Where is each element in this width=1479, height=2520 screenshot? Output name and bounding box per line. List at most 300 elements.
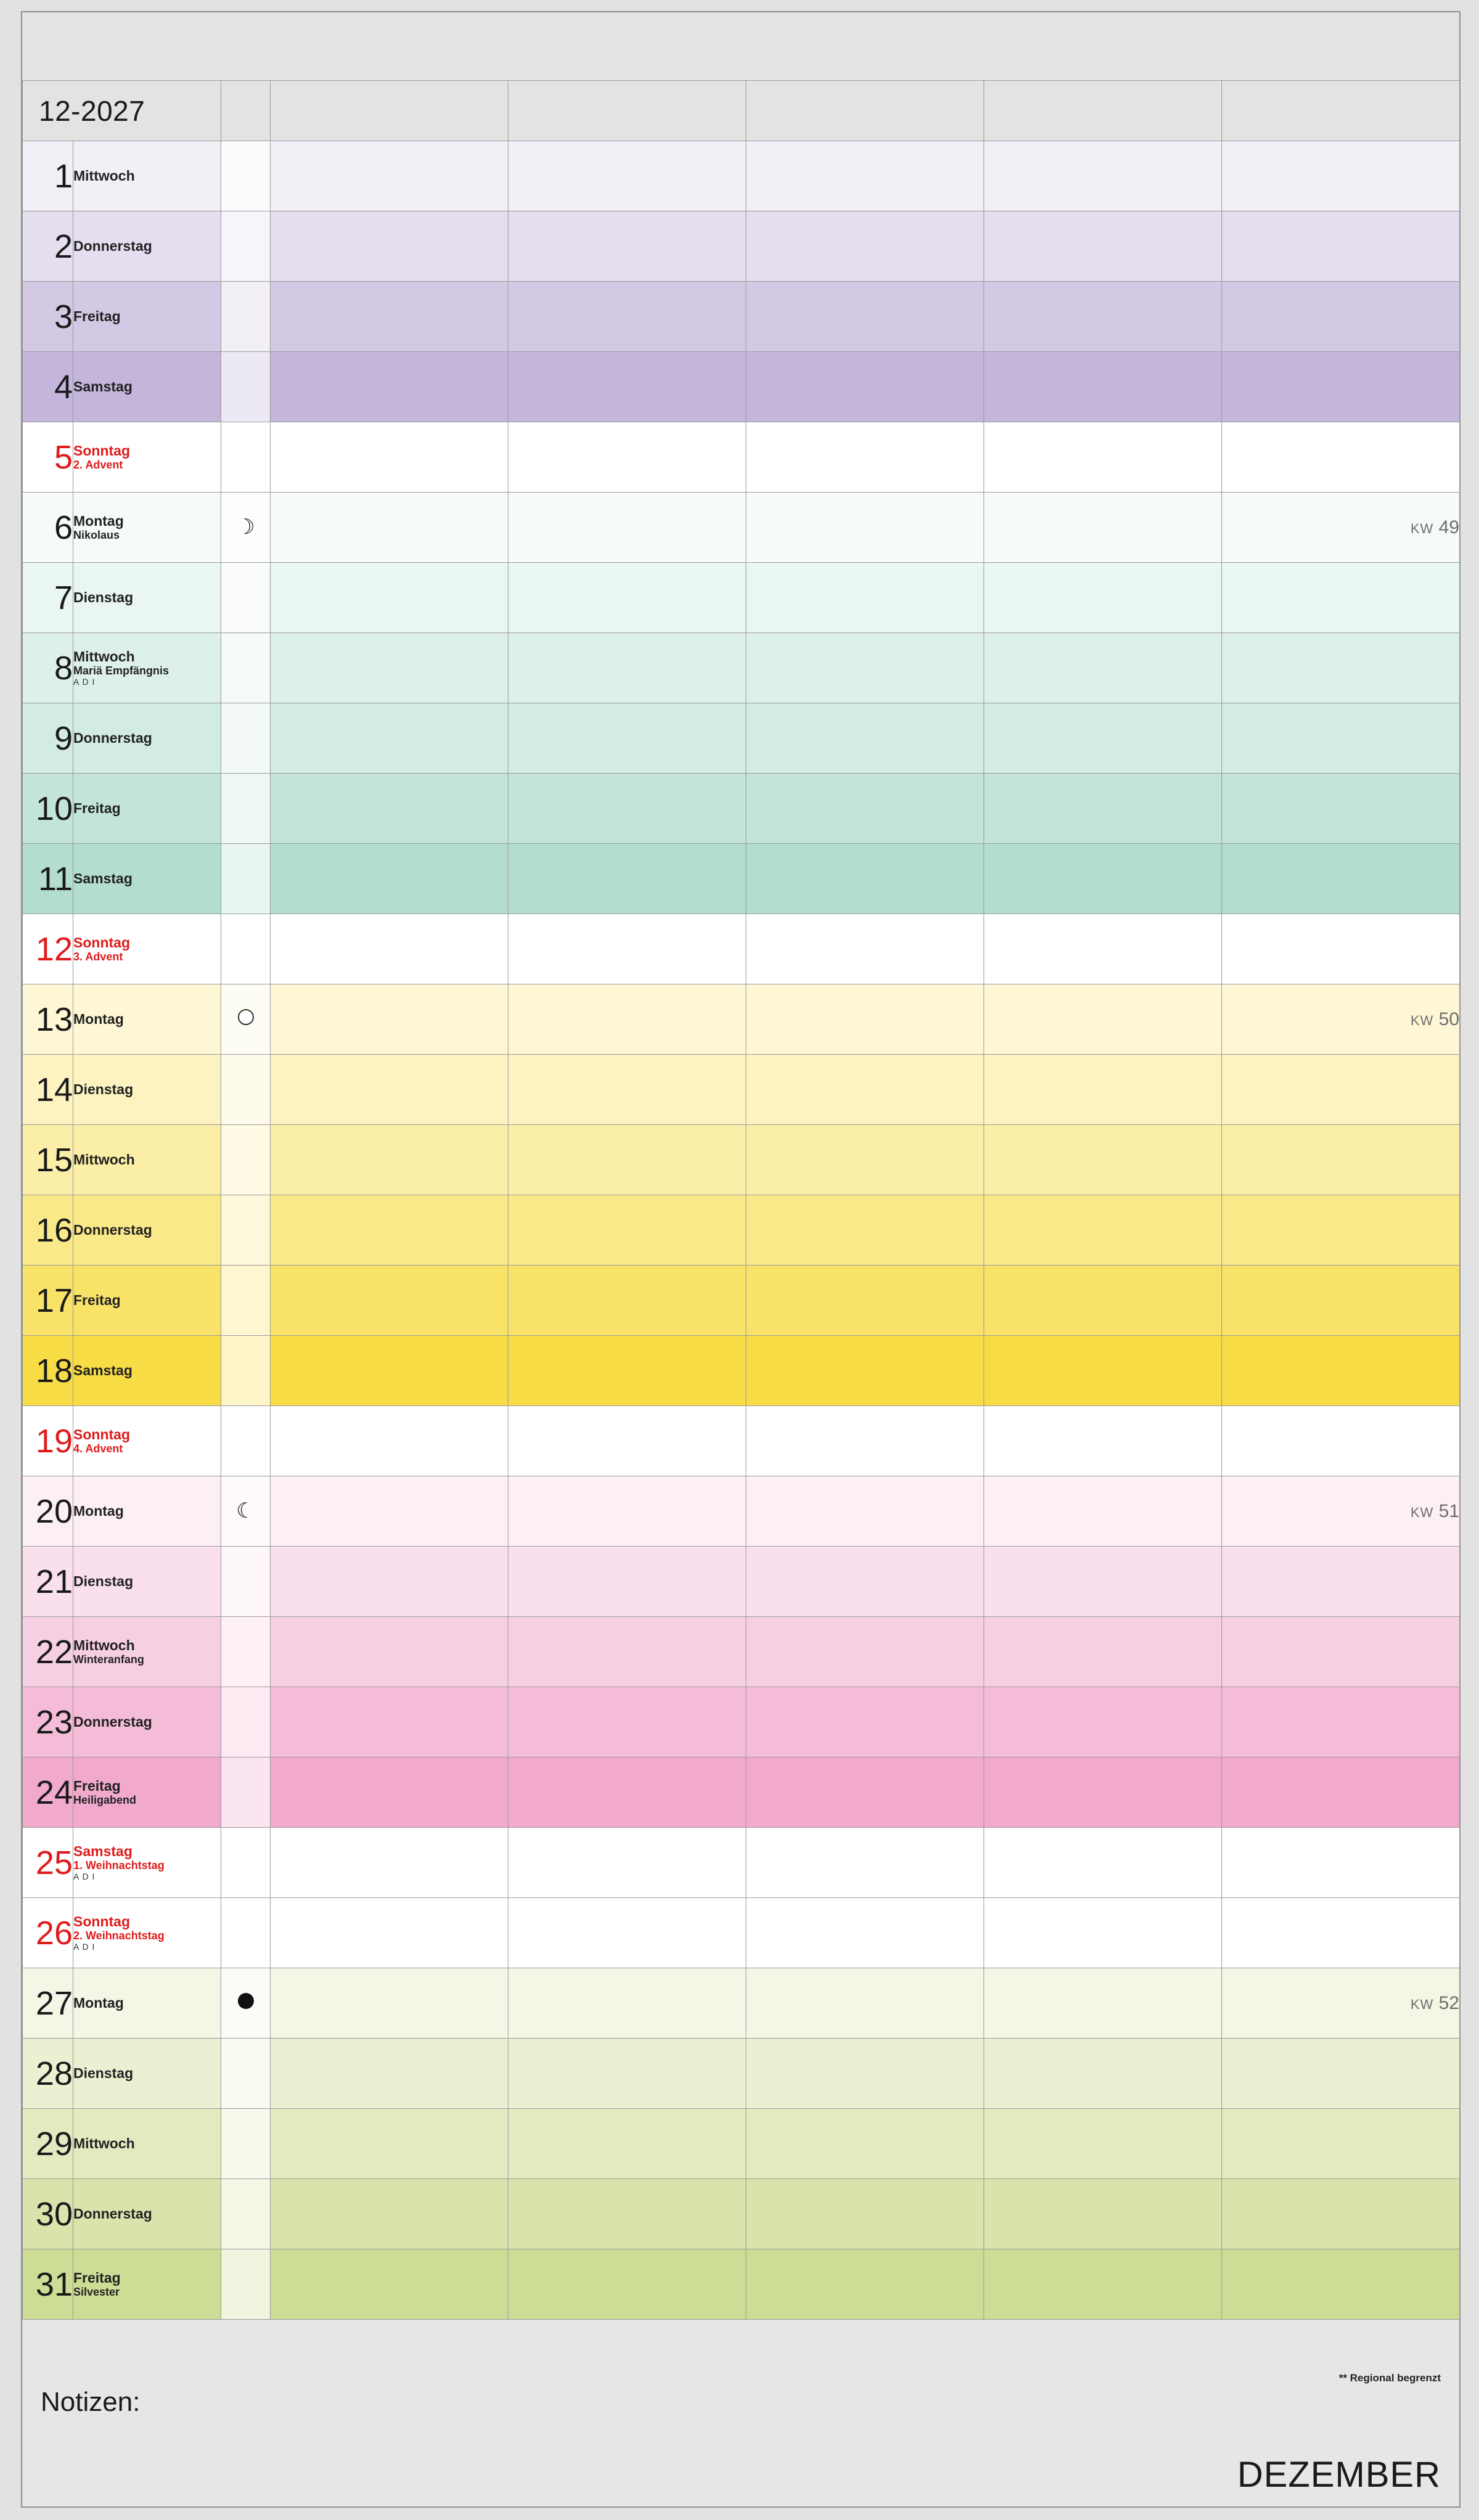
entry-cell[interactable] (1222, 1757, 1460, 1828)
entry-cell[interactable] (508, 211, 746, 282)
day-row (23, 1266, 1460, 1336)
day-row (23, 2249, 1460, 2320)
day-name: Samstag (73, 1362, 132, 1378)
moon-cell (221, 282, 271, 352)
entry-cell[interactable] (1222, 1687, 1460, 1757)
entry-cell[interactable] (271, 1757, 508, 1828)
entry-cell[interactable] (1222, 1406, 1460, 1476)
moon-cell (221, 1406, 271, 1476)
entry-cell[interactable] (1222, 352, 1460, 422)
entry-cell[interactable] (508, 563, 746, 633)
day-number: 14 (23, 1055, 73, 1125)
day-row (23, 633, 1460, 703)
moon-cell (221, 2249, 271, 2320)
entry-cell[interactable] (271, 1336, 508, 1406)
entry-cell[interactable] (508, 1476, 746, 1547)
entry-cell[interactable] (1222, 422, 1460, 493)
entry-cell[interactable] (1222, 493, 1460, 563)
entry-cell[interactable] (984, 633, 1222, 703)
entry-cell[interactable] (1222, 1266, 1460, 1336)
moon-cell (221, 141, 271, 211)
entry-cell[interactable] (746, 1195, 984, 1266)
day-number: 7 (23, 563, 73, 633)
entry-cell[interactable] (1222, 211, 1460, 282)
entry-cell[interactable] (984, 1336, 1222, 1406)
header-col-3[interactable] (746, 81, 984, 141)
day-note: 2. Weihnachtstag (73, 1929, 165, 1942)
entry-cell[interactable] (746, 2249, 984, 2320)
moon-cell (221, 1757, 271, 1828)
moon-cell (221, 1336, 271, 1406)
day-name: Donnerstag (73, 1713, 152, 1730)
day-number: 22 (23, 1617, 73, 1687)
entry-cell[interactable] (746, 1547, 984, 1617)
day-number: 17 (23, 1266, 73, 1336)
moon-cell (221, 703, 271, 774)
entry-cell[interactable] (984, 2039, 1222, 2109)
entry-cell[interactable] (508, 1547, 746, 1617)
entry-cell[interactable] (271, 1266, 508, 1336)
moon-phase-icon (221, 1968, 271, 2039)
day-number: 20 (23, 1476, 73, 1547)
entry-cell[interactable] (984, 984, 1222, 1055)
day-number: 3 (23, 282, 73, 352)
entry-cell[interactable] (984, 1898, 1222, 1968)
day-row (23, 1125, 1460, 1195)
entry-cell[interactable] (984, 1828, 1222, 1898)
entry-cell[interactable] (746, 1968, 984, 2039)
entry-cell[interactable] (746, 1055, 984, 1125)
entry-cell[interactable] (271, 422, 508, 493)
entry-cell[interactable] (271, 1687, 508, 1757)
day-row (23, 1617, 1460, 1687)
entry-cell[interactable] (1222, 1968, 1460, 2039)
day-number: 1 (23, 141, 73, 211)
entry-cell[interactable] (746, 493, 984, 563)
moon-cell (221, 422, 271, 493)
day-name-cell (73, 282, 221, 352)
entry-cell[interactable] (1222, 2109, 1460, 2179)
moon-cell (221, 1617, 271, 1687)
day-name: Dienstag (73, 589, 134, 605)
header-col-4[interactable] (984, 81, 1222, 141)
entry-cell[interactable] (1222, 1476, 1460, 1547)
day-name-cell (73, 1476, 221, 1547)
day-name-cell (73, 422, 221, 493)
entry-cell[interactable] (271, 1195, 508, 1266)
entry-cell[interactable] (1222, 2179, 1460, 2249)
entry-cell[interactable] (1222, 1547, 1460, 1617)
entry-cell[interactable] (746, 2179, 984, 2249)
day-name-cell (73, 844, 221, 914)
entry-cell[interactable] (984, 141, 1222, 211)
day-name: Montag (73, 1502, 124, 1519)
entry-cell[interactable] (508, 2109, 746, 2179)
entry-cell[interactable] (1222, 282, 1460, 352)
day-row (23, 844, 1460, 914)
entry-cell[interactable] (1222, 633, 1460, 703)
entry-cell[interactable] (508, 984, 746, 1055)
entry-cell[interactable] (271, 914, 508, 984)
entry-cell[interactable] (508, 914, 746, 984)
day-region-symbols: A D I (73, 1941, 96, 1952)
header-col-5[interactable] (1222, 81, 1460, 141)
day-name: Sonntag (73, 1913, 130, 1929)
day-row (23, 2179, 1460, 2249)
entry-cell[interactable] (271, 2109, 508, 2179)
day-row (23, 984, 1460, 1055)
entry-cell[interactable] (271, 2039, 508, 2109)
entry-cell[interactable] (508, 1617, 746, 1687)
calendar-sheet (21, 11, 1461, 2508)
day-name-cell (73, 1195, 221, 1266)
entry-cell[interactable] (746, 2039, 984, 2109)
entry-cell[interactable] (508, 2179, 746, 2249)
moon-cell (221, 1055, 271, 1125)
day-name-cell (73, 984, 221, 1055)
week-number-value: 51 (1438, 1500, 1460, 1521)
entry-cell[interactable] (271, 844, 508, 914)
day-number: 27 (23, 1968, 73, 2039)
entry-cell[interactable] (1222, 1055, 1460, 1125)
entry-cell[interactable] (1222, 984, 1460, 1055)
day-name-cell (73, 1336, 221, 1406)
day-name: Mittwoch (73, 167, 135, 184)
entry-cell[interactable] (1222, 1617, 1460, 1687)
entry-cell[interactable] (508, 1125, 746, 1195)
moon-phase-icon (221, 984, 271, 1055)
entry-cell[interactable] (508, 422, 746, 493)
day-name: Mittwoch (73, 1637, 135, 1653)
entry-cell[interactable] (271, 703, 508, 774)
entry-cell[interactable] (271, 1898, 508, 1968)
entry-cell[interactable] (984, 1195, 1222, 1266)
day-name-cell (73, 1757, 221, 1828)
day-name-cell (73, 2109, 221, 2179)
calendar-table (22, 80, 1460, 2320)
moon-cell (221, 1195, 271, 1266)
entry-cell[interactable] (271, 282, 508, 352)
day-name-cell (73, 141, 221, 211)
entry-cell[interactable] (271, 1828, 508, 1898)
day-row (23, 422, 1460, 493)
day-name-cell (73, 211, 221, 282)
entry-cell[interactable] (984, 1406, 1222, 1476)
day-region-symbols: A D I (73, 676, 96, 687)
week-number-label: KW (1410, 1504, 1434, 1520)
entry-cell[interactable] (1222, 1195, 1460, 1266)
entry-cell[interactable] (271, 1055, 508, 1125)
entry-cell[interactable] (1222, 844, 1460, 914)
day-number: 30 (23, 2179, 73, 2249)
day-name: Montag (73, 512, 124, 529)
week-number-value: 52 (1438, 1992, 1460, 2013)
day-note: 2. Advent (73, 459, 123, 472)
entry-cell[interactable] (508, 1968, 746, 2039)
day-note: Nikolaus (73, 529, 120, 542)
entry-cell[interactable] (984, 774, 1222, 844)
entry-cell[interactable] (984, 1476, 1222, 1547)
entry-cell[interactable] (746, 211, 984, 282)
moon-cell (221, 844, 271, 914)
entry-cell[interactable] (508, 1266, 746, 1336)
day-name-cell (73, 1687, 221, 1757)
entry-cell[interactable] (746, 1406, 984, 1476)
day-name-cell (73, 633, 221, 703)
entry-cell[interactable] (984, 422, 1222, 493)
entry-cell[interactable] (746, 1757, 984, 1828)
entry-cell[interactable] (271, 141, 508, 211)
entry-cell[interactable] (746, 984, 984, 1055)
day-name: Freitag (73, 2269, 121, 2286)
entry-cell[interactable] (1222, 1336, 1460, 1406)
entry-cell[interactable] (271, 2179, 508, 2249)
day-number: 29 (23, 2109, 73, 2179)
day-row (23, 352, 1460, 422)
entry-cell[interactable] (271, 633, 508, 703)
entry-cell[interactable] (746, 422, 984, 493)
regional-note: ** Regional begrenzt (1338, 2372, 1441, 2384)
entry-cell[interactable] (508, 1828, 746, 1898)
day-row (23, 563, 1460, 633)
entry-cell[interactable] (984, 563, 1222, 633)
day-name: Freitag (73, 1777, 121, 1794)
entry-cell[interactable] (508, 141, 746, 211)
day-name-cell (73, 352, 221, 422)
entry-cell[interactable] (984, 1757, 1222, 1828)
day-name: Freitag (73, 800, 121, 816)
entry-cell[interactable] (984, 1266, 1222, 1336)
day-name: Donnerstag (73, 1221, 152, 1238)
entry-cell[interactable] (508, 1687, 746, 1757)
day-name-cell (73, 774, 221, 844)
entry-cell[interactable] (271, 211, 508, 282)
entry-cell[interactable] (746, 2109, 984, 2179)
day-row (23, 141, 1460, 211)
day-row (23, 1476, 1460, 1547)
entry-cell[interactable] (271, 1476, 508, 1547)
entry-cell[interactable] (1222, 141, 1460, 211)
day-name: Sonntag (73, 442, 130, 459)
entry-cell[interactable] (984, 2109, 1222, 2179)
moon-cell (221, 1547, 271, 1617)
day-name: Freitag (73, 1291, 121, 1308)
day-name-cell (73, 2249, 221, 2320)
entry-cell[interactable] (984, 1687, 1222, 1757)
entry-cell[interactable] (746, 914, 984, 984)
day-name-cell (73, 1617, 221, 1687)
entry-cell[interactable] (271, 1617, 508, 1687)
day-row (23, 1828, 1460, 1898)
entry-cell[interactable] (271, 493, 508, 563)
entry-cell[interactable] (746, 774, 984, 844)
day-name: Mittwoch (73, 648, 135, 665)
day-number: 10 (23, 774, 73, 844)
week-number-label: KW (1410, 1012, 1434, 1028)
month-code: 12-2027 (23, 81, 221, 141)
entry-cell[interactable] (984, 282, 1222, 352)
day-name-cell (73, 703, 221, 774)
entry-cell[interactable] (1222, 2249, 1460, 2320)
day-number: 9 (23, 703, 73, 774)
moon-cell (221, 774, 271, 844)
entry-cell[interactable] (984, 1547, 1222, 1617)
moon-cell (221, 633, 271, 703)
entry-cell[interactable] (271, 563, 508, 633)
day-name-cell (73, 1125, 221, 1195)
day-note: 3. Advent (73, 951, 123, 963)
day-row (23, 1968, 1460, 2039)
entry-cell[interactable] (984, 1055, 1222, 1125)
footer (22, 2366, 1459, 2506)
day-row (23, 493, 1460, 563)
day-name-cell (73, 2179, 221, 2249)
entry-cell[interactable] (508, 1757, 746, 1828)
header-moon-col (221, 81, 271, 141)
moon-phase-icon: ☽ (221, 493, 271, 563)
entry-cell[interactable] (508, 352, 746, 422)
entry-cell[interactable] (1222, 914, 1460, 984)
entry-cell[interactable] (746, 1266, 984, 1336)
entry-cell[interactable] (508, 844, 746, 914)
day-number: 24 (23, 1757, 73, 1828)
entry-cell[interactable] (1222, 774, 1460, 844)
moon-cell (221, 1898, 271, 1968)
day-row (23, 211, 1460, 282)
day-region-symbols: A D I (73, 1871, 96, 1881)
entry-cell[interactable] (984, 211, 1222, 282)
moon-cell (221, 2179, 271, 2249)
entry-cell[interactable] (984, 493, 1222, 563)
entry-cell[interactable] (508, 2249, 746, 2320)
day-name-cell (73, 493, 221, 563)
week-number-value: 50 (1438, 1008, 1460, 1029)
day-row (23, 774, 1460, 844)
header-col-1[interactable] (271, 81, 508, 141)
entry-cell[interactable] (746, 563, 984, 633)
entry-cell[interactable] (746, 703, 984, 774)
day-number: 8 (23, 633, 73, 703)
entry-cell[interactable] (746, 352, 984, 422)
entry-cell[interactable] (508, 703, 746, 774)
moon-phase-icon: ☾ (221, 1476, 271, 1547)
day-name: Freitag (73, 308, 121, 324)
entry-cell[interactable] (508, 1055, 746, 1125)
entry-cell[interactable] (271, 1547, 508, 1617)
day-row (23, 2109, 1460, 2179)
entry-cell[interactable] (984, 1968, 1222, 2039)
entry-cell[interactable] (1222, 1898, 1460, 1968)
entry-cell[interactable] (271, 984, 508, 1055)
moon-cell (221, 1125, 271, 1195)
day-note: Winteranfang (73, 1653, 144, 1666)
moon-cell (221, 211, 271, 282)
moon-cell (221, 1266, 271, 1336)
header-col-2[interactable] (508, 81, 746, 141)
entry-cell[interactable] (746, 844, 984, 914)
entry-cell[interactable] (508, 1336, 746, 1406)
day-number: 25 (23, 1828, 73, 1898)
day-number: 26 (23, 1898, 73, 1968)
day-number: 12 (23, 914, 73, 984)
day-note: Heiligabend (73, 1794, 137, 1807)
entry-cell[interactable] (508, 282, 746, 352)
day-number: 31 (23, 2249, 73, 2320)
day-row (23, 1195, 1460, 1266)
day-number: 5 (23, 422, 73, 493)
entry-cell[interactable] (746, 1617, 984, 1687)
day-name-cell (73, 1968, 221, 2039)
entry-cell[interactable] (746, 1336, 984, 1406)
day-row (23, 1406, 1460, 1476)
moon-cell (221, 1687, 271, 1757)
entry-cell[interactable] (746, 1687, 984, 1757)
moon-cell (221, 563, 271, 633)
entry-cell[interactable] (1222, 1828, 1460, 1898)
day-note: 1. Weihnachtstag (73, 1859, 165, 1872)
entry-cell[interactable] (984, 914, 1222, 984)
entry-cell[interactable] (984, 2179, 1222, 2249)
entry-cell[interactable] (1222, 563, 1460, 633)
entry-cell[interactable] (271, 1406, 508, 1476)
entry-cell[interactable] (508, 1195, 746, 1266)
entry-cell[interactable] (746, 141, 984, 211)
entry-cell[interactable] (508, 1898, 746, 1968)
entry-cell[interactable] (271, 1125, 508, 1195)
entry-cell[interactable] (984, 703, 1222, 774)
day-row (23, 703, 1460, 774)
day-name: Samstag (73, 870, 132, 886)
entry-cell[interactable] (508, 633, 746, 703)
moon-cell (221, 914, 271, 984)
day-name-cell (73, 1898, 221, 1968)
entry-cell[interactable] (746, 1828, 984, 1898)
entry-cell[interactable] (271, 1968, 508, 2039)
day-name: Samstag (73, 378, 132, 395)
day-name-cell (73, 914, 221, 984)
day-note: 4. Advent (73, 1442, 123, 1455)
entry-cell[interactable] (271, 352, 508, 422)
day-name-cell (73, 563, 221, 633)
entry-cell[interactable] (508, 2039, 746, 2109)
entry-cell[interactable] (746, 1898, 984, 1968)
entry-cell[interactable] (746, 1125, 984, 1195)
entry-cell[interactable] (508, 493, 746, 563)
day-name-cell (73, 1055, 221, 1125)
entry-cell[interactable] (508, 1406, 746, 1476)
entry-cell[interactable] (746, 633, 984, 703)
entry-cell[interactable] (746, 282, 984, 352)
entry-cell[interactable] (984, 1125, 1222, 1195)
entry-cell[interactable] (508, 774, 746, 844)
day-row (23, 1898, 1460, 1968)
entry-cell[interactable] (271, 774, 508, 844)
entry-cell[interactable] (1222, 1125, 1460, 1195)
entry-cell[interactable] (984, 2249, 1222, 2320)
day-name: Dienstag (73, 1081, 134, 1097)
week-number-label: KW (1410, 1996, 1434, 2012)
day-name-cell (73, 2039, 221, 2109)
entry-cell[interactable] (984, 844, 1222, 914)
entry-cell[interactable] (271, 2249, 508, 2320)
day-number: 11 (23, 844, 73, 914)
entry-cell[interactable] (984, 1617, 1222, 1687)
entry-cell[interactable] (1222, 2039, 1460, 2109)
entry-cell[interactable] (984, 352, 1222, 422)
entry-cell[interactable] (746, 1476, 984, 1547)
day-name: Samstag (73, 1843, 132, 1859)
entry-cell[interactable] (1222, 703, 1460, 774)
